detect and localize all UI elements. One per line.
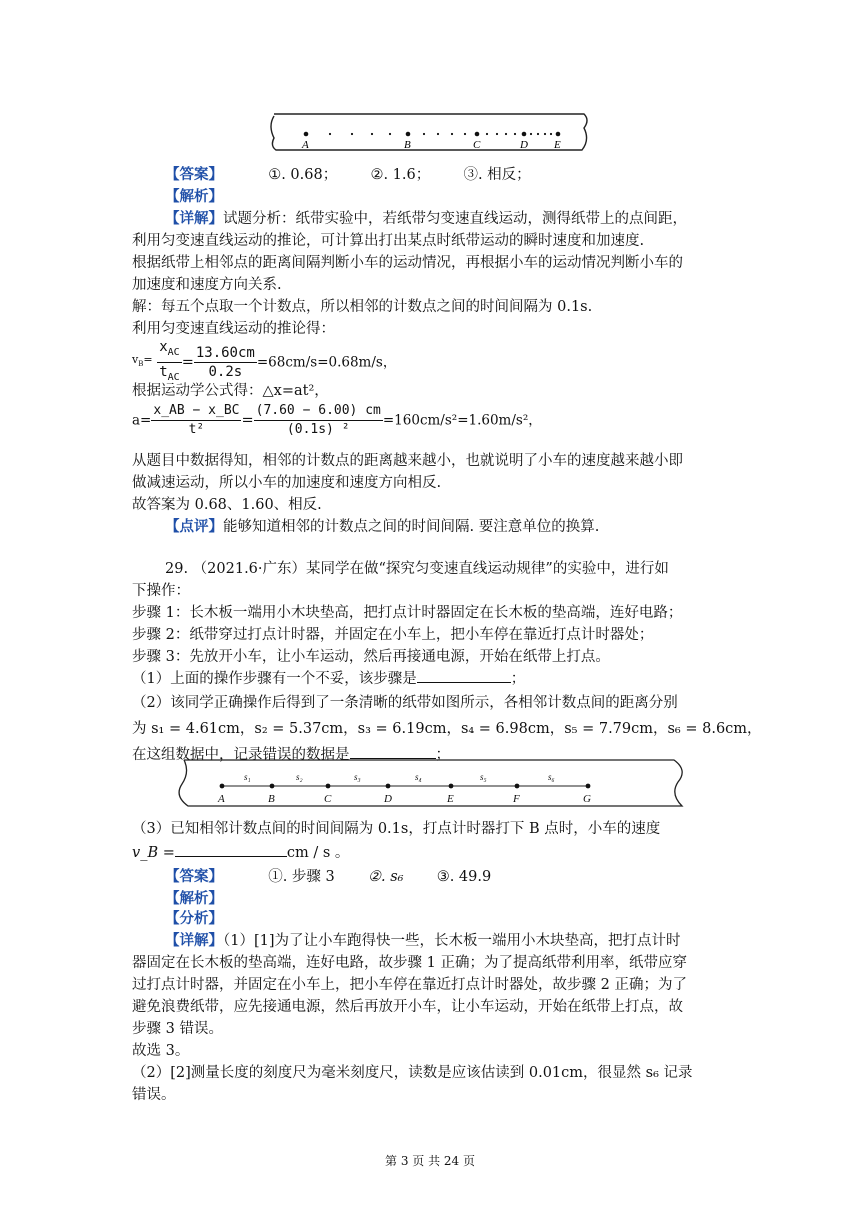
q29-part-2-line-3: 在这组数据中，记录错误的数据是 ； [132, 744, 450, 766]
q28-detail-line-3: 根据纸带上相邻点的距离间隔判断小车的运动情况，再根据小车的运动情况判断小车的 [132, 255, 683, 271]
answer-tag: 【答案】 [165, 166, 223, 183]
q29-answer-2: ②. s₆ [368, 869, 404, 885]
q29-step-2: 步骤 2：纸带穿过打点计时器，并固定在小车上，把小车停在靠近打点计时器处； [132, 627, 654, 643]
tape-label-c: C [473, 139, 481, 151]
segment-s6: s₆ [548, 772, 555, 782]
q28-review-line: 【点评】能够知道相邻的计数点之间的时间间隔. 要注意单位的换算. [165, 518, 600, 535]
vb-formula: $v_B=$ $\frac{x_{AC}}{t_{AC}}$ = $\frac{13.60cm}{0.2s}$ =68cm/s=0.68m/s， [132, 338, 396, 387]
segment-s5: s₅ [480, 772, 487, 782]
segment-s1: s₁ [244, 772, 251, 782]
q29-detail-line-4: 避免浪费纸带，应先接通电源，然后再放开小车，让小车运动，开始在纸带上打点，故 [132, 999, 683, 1015]
q29-detail-line-2: 器固定在长木板的垫高端，连好电路，故步骤 1 正确；为了提高纸带利用率，纸带应穿 [132, 955, 687, 971]
q29-stem-line-2: 下操作： [132, 583, 190, 599]
detail-tag: 【详解】 [165, 210, 223, 227]
q28-detail-line-2: 利用匀变速直线运动的推论，可计算出打出某点时纸带运动的瞬时速度和加速度. [132, 233, 645, 249]
q29-detail-line-5: 步骤 3 错误。 [132, 1021, 223, 1037]
q28-answer-1: ①. 0.68； [268, 167, 338, 183]
q28-solution-line-2: 利用匀变速直线运动的推论得： [132, 321, 335, 337]
tape-label-e: E [554, 139, 561, 151]
point-a: A [218, 793, 225, 805]
vb-fraction-2: $\frac{13.60cm}{0.2s}$ [195, 344, 255, 380]
a-formula: a= $\frac{x\_AB - x\_BC}{\text{t²}}$ = $\frac{(7.60 - 6.00) cm}{\text{(0.1s) ²}}$ =160cm/s²=1.60m/s²， [132, 403, 542, 437]
q28-detail-line-1: 【详解】试题分析：纸带实验中，若纸带匀变速直线运动，测得纸带上的点间距， [165, 210, 687, 227]
q28-conclusion-line-3: 故答案为 0.68、1.60、相反. [132, 497, 322, 513]
q29-part-2-line-2: 为 s₁ = 4.61cm，s₂ = 5.37cm，s₃ = 6.19cm，s₄ = 6.98cm，s₅ = 7.79cm，s₆ = 8.6cm， [132, 721, 762, 737]
q29-part-3-line-1: （3）已知相邻计数点间的时间间隔为 0.1s，打点计时器打下 B 点时，小车的速度 [132, 821, 661, 837]
answer-blank-3 [175, 842, 287, 857]
answer-blank-1 [417, 668, 511, 683]
q29-detail-line-8: 错误。 [132, 1087, 176, 1103]
tape-label-d: D [520, 139, 528, 151]
q29-answer-1: ①. 步骤 3 [268, 869, 335, 885]
q29-detail-line-7: （2）[2]测量长度的刻度尺为毫米刻度尺，读数是应该估读到 0.01cm，很显然 s₆ 记录 [132, 1065, 693, 1081]
point-c: C [324, 793, 332, 805]
tape-figure-q29 [170, 756, 690, 814]
q29-detail-line-3: 过打点计时器，并固定在小车上，把小车停在靠近打点计时器处，故步骤 2 正确；为了 [132, 977, 687, 993]
kinematics-line: 根据运动学公式得：△x=at²， [132, 383, 329, 399]
segment-s3: s₃ [354, 772, 361, 782]
vb-fraction-1: $\frac{x_{AC}}{t_{AC}}$ [159, 339, 180, 383]
q29-answer-line: 【答案】 ①. 步骤 3 ②. s₆ ③. 49.9 [165, 868, 492, 885]
q29-analysis-tag: 【解析】 [165, 890, 223, 907]
tape-label-b: B [404, 139, 411, 151]
tape-figure-q28 [268, 110, 590, 156]
review-tag: 【点评】 [165, 518, 223, 535]
q28-analysis-tag: 【解析】 [165, 188, 223, 205]
tape-label-a: A [302, 139, 309, 151]
q28-answer-3: ③. 相反； [463, 167, 531, 183]
point-g: G [583, 793, 591, 805]
point-f: F [513, 793, 520, 805]
point-b: B [268, 793, 275, 805]
segment-s2: s₂ [296, 772, 303, 782]
q29-answer-3: ③. 49.9 [436, 869, 492, 885]
q28-solution-line-1: 解：每五个点取一个计数点，所以相邻的计数点之间的时间间隔为 0.1s. [132, 299, 593, 315]
q28-answer-line [165, 164, 531, 186]
q29-step-1: 步骤 1：长木板一端用小木块垫高，把打点计时器固定在长木板的垫高端，连好电路； [132, 605, 683, 621]
q28-conclusion-line-1: 从题目中数据得知，相邻的计数点的距离越来越小，也就说明了小车的速度越来越小即 [132, 453, 683, 469]
q29-detail-line-6: 故选 3。 [132, 1043, 190, 1059]
page-footer: 第 3 页 共 24 页 [385, 1154, 475, 1168]
segment-s4: s₄ [415, 772, 422, 782]
q29-detail-line-1: 【详解】（1）[1]为了让小车跑得快一些，长木板一端用小木块垫高，把打点计时 [165, 932, 681, 949]
q28-answer-2: ②. 1.6； [370, 167, 431, 183]
q29-part-1: （1）上面的操作步骤有一个不妥，该步骤是 ； [132, 668, 525, 690]
q29-fenxi-tag: 【分析】 [165, 910, 223, 927]
q29-part-3-line-2: v_B = cm / s 。 [132, 842, 349, 864]
q29-step-3: 步骤 3：先放开小车，让小车运动，然后再接通电源，开始在纸带上打点。 [132, 649, 610, 665]
point-e: E [447, 793, 454, 805]
a-fraction-2: $\frac{(7.60 - 6.00) cm}{\text{(0.1s) ²}}$ [255, 403, 381, 437]
q29-part-2-line-1: （2）该同学正确操作后得到了一条清晰的纸带如图所示，各相邻计数点间的距离分别 [132, 695, 678, 711]
point-d: D [384, 793, 392, 805]
q29-stem-line-1: 29. （2021.6·广东）某同学在做“探究匀变速直线运动规律”的实验中，进行如 [165, 561, 669, 577]
q28-detail-line-4: 加速度和速度方向关系. [132, 277, 282, 293]
q28-conclusion-line-2: 做减速运动，所以小车的加速度和速度方向相反. [132, 475, 442, 491]
a-fraction-1: $\frac{x\_AB - x\_BC}{\text{t²}}$ [153, 403, 240, 437]
